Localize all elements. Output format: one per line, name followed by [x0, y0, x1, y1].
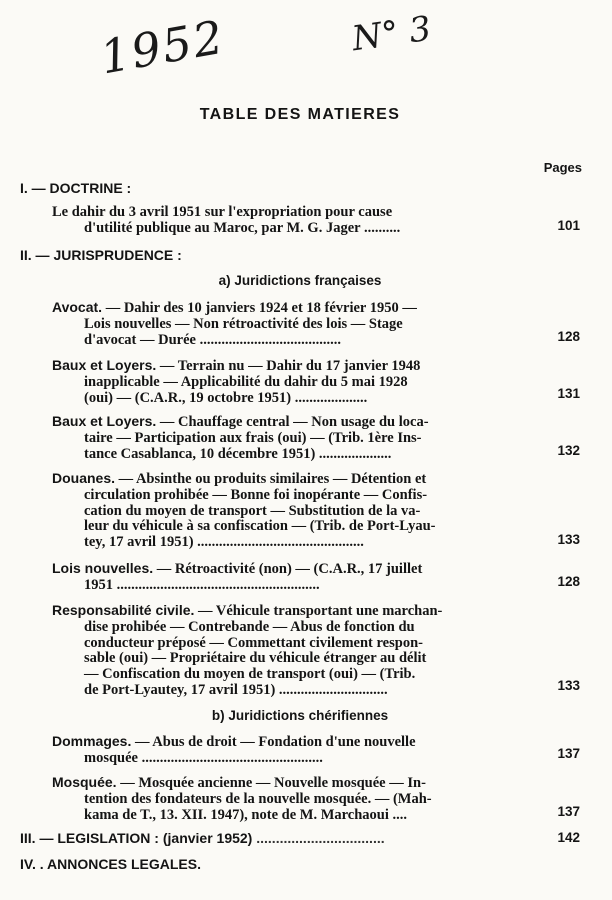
page-number: 131: [557, 386, 580, 401]
entry-line: Baux et Loyers. — Terrain nu — Dahir du 17 janvier 1948: [52, 358, 421, 374]
entry-lead: Lois nouvelles.: [52, 561, 154, 576]
entry-line: — Confiscation du moyen de transport (oui) — (Trib.: [84, 667, 416, 683]
page-number: 137: [557, 746, 580, 761]
toc-entry-lois-nouvelles: [52, 561, 517, 594]
entry-line: Lois nouvelles. — Rétroactivité (non) — (C.A.R., 17 juillet: [52, 561, 423, 577]
entry-line: tance Casablanca, 10 décembre 1951) ....................: [84, 446, 392, 462]
page-number: 137: [557, 804, 580, 819]
entry-line: Le dahir du 3 avril 1951 sur l'expropriation pour cause: [52, 205, 393, 220]
toc-entry-dommages: [52, 734, 517, 767]
entry-lead: Mosquée.: [52, 775, 117, 790]
entry-line: sable (oui) — Propriétaire du véhicule étranger au délit: [84, 651, 427, 667]
entry-lead: Baux et Loyers.: [52, 414, 157, 429]
toc-entry-baux-loyers-2: [52, 414, 517, 462]
entry-line: Douanes. — Absinthe ou produits similaires — Détention et: [52, 471, 427, 487]
entry-line: (oui) — (C.A.R., 19 octobre 1951) ....................: [84, 390, 368, 406]
entry-line: dise prohibée — Contrebande — Abus de fonction du: [84, 619, 415, 635]
page-title: TABLE DES MATIERES: [199, 106, 401, 123]
entry-line: Avocat. — Dahir des 10 janviers 1924 et 18 février 1950 —: [52, 300, 417, 316]
doctrine-entry: [52, 205, 517, 237]
toc-entry-avocat: [52, 300, 517, 348]
pages-column-header: Pages: [543, 160, 582, 175]
subsection-juridictions-francaises: a) Juridictions françaises: [218, 273, 382, 288]
entry-line: inapplicable — Applicabilité du dahir du 5 mai 1928: [84, 374, 408, 390]
entry-line: conducteur préposé — Commettant civilement respon-: [84, 635, 423, 651]
page-number: 101: [557, 218, 580, 233]
toc-entry-baux-loyers-1: [52, 358, 517, 406]
entry-line: Lois nouvelles — Non rétroactivité des lois — Stage: [84, 316, 403, 332]
entry-lead: Douanes.: [52, 471, 116, 486]
page-number: 133: [557, 678, 580, 693]
page-number: 128: [557, 574, 580, 589]
handwritten-issue-number: N° 3: [349, 8, 434, 60]
section-legislation: III. — LEGISLATION : (janvier 1952) .................................: [20, 830, 385, 846]
entry-line: cation du moyen de transport — Substitution de la va-: [84, 503, 421, 519]
handwritten-year: 1952: [96, 9, 229, 85]
leader-dots: .................................: [256, 830, 385, 846]
subsection-juridictions-cherifiennes: b) Juridictions chérifiennes: [211, 708, 389, 723]
entry-line: 1951 ........................................................: [84, 577, 320, 593]
page-number: 133: [557, 532, 580, 547]
entry-line: tention des fondateurs de la nouvelle mosquée. — (Mah-: [84, 791, 432, 807]
section-annonces-legales: IV. . ANNONCES LEGALES.: [20, 856, 201, 872]
entry-line: de Port-Lyautey, 17 avril 1951) ..............................: [84, 682, 388, 698]
page-number: 128: [557, 329, 580, 344]
entry-line: tey, 17 avril 1951) ..............................................: [84, 535, 364, 551]
entry-line: d'avocat — Durée .......................................: [84, 332, 341, 348]
entry-line: leur du véhicule à sa confiscation — (Trib. de Port-Lyau-: [84, 519, 436, 535]
entry-line: circulation prohibée — Bonne foi inopérante — Confis-: [84, 487, 428, 503]
entry-line: taire — Participation aux frais (oui) — (Trib. 1ère Ins-: [84, 430, 422, 446]
entry-line: d'utilité publique au Maroc, par M. G. Jager ..........: [84, 220, 401, 236]
entry-line: Mosquée. — Mosquée ancienne — Nouvelle mosquée — In-: [52, 775, 426, 791]
toc-entry-mosquee: [52, 775, 517, 823]
entry-line: Responsabilité civile. — Véhicule transportant une marchan-: [52, 603, 443, 619]
entry-line: kama de T., 13. XII. 1947), note de M. Marchaoui ....: [84, 807, 408, 823]
toc-entry-responsabilite-civile: [52, 603, 517, 699]
section-doctrine: I. — DOCTRINE :: [20, 180, 132, 196]
section-jurisprudence: II. — JURISPRUDENCE :: [20, 247, 182, 263]
entry-line: Baux et Loyers. — Chauffage central — Non usage du loca-: [52, 414, 429, 430]
entry-lead: Responsabilité civile.: [52, 603, 195, 618]
entry-line: Dommages. — Abus de droit — Fondation d'une nouvelle: [52, 734, 416, 750]
page-number: 132: [557, 443, 580, 458]
entry-lead: Avocat.: [52, 300, 103, 315]
entry-lead: Dommages.: [52, 734, 132, 749]
page-number: 142: [557, 830, 580, 845]
entry-line: mosquée ..................................................: [84, 750, 323, 766]
toc-entry-douanes: [52, 471, 517, 551]
entry-lead: Baux et Loyers.: [52, 358, 157, 373]
